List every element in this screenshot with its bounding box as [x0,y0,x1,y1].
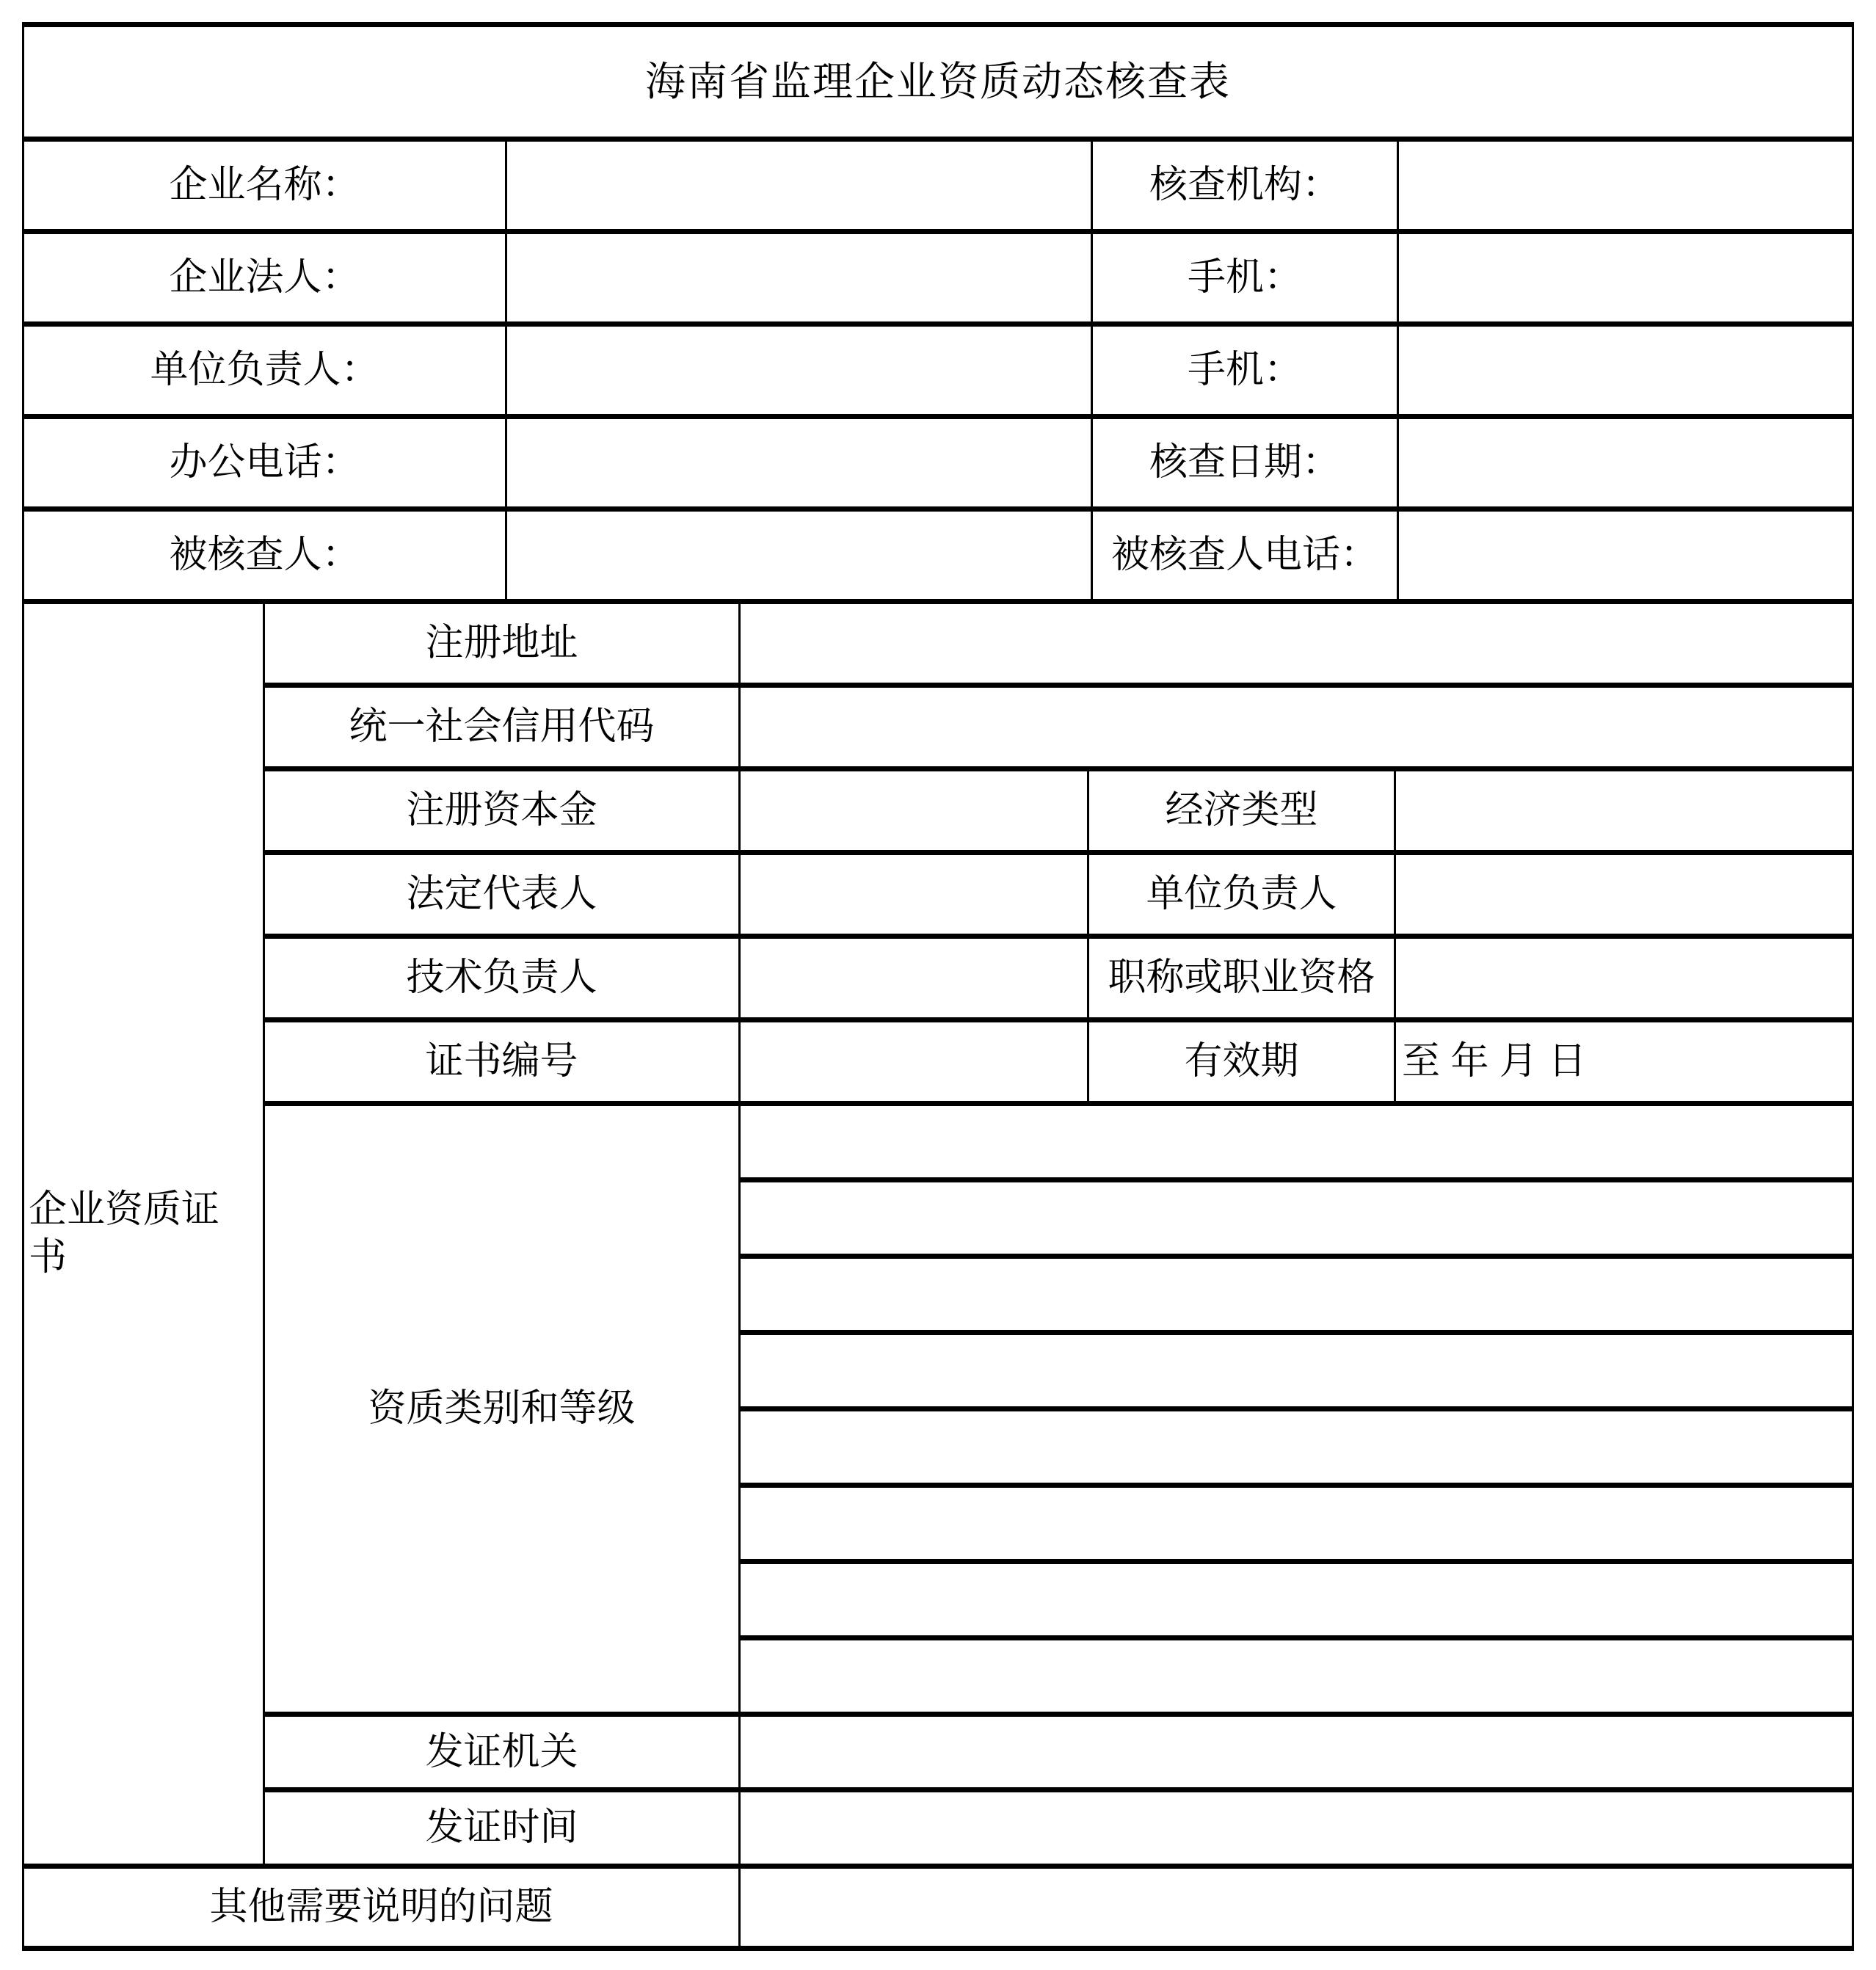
economic-type-label: 经济类型 [1089,771,1396,855]
qualification-category-line-7[interactable] [741,1564,1852,1640]
qualification-category-line-6[interactable] [741,1488,1852,1564]
info-row-unit-head [24,327,1852,419]
info-row-inspected-person [24,512,1852,604]
inspected-person-field[interactable] [507,512,1093,599]
unit-head-label: 单位负责人： [24,327,507,414]
credit-code-field[interactable] [741,688,1852,771]
certificate-number-label: 证书编号 [265,1022,741,1106]
cert-unit-head-field[interactable] [1396,855,1852,939]
inspection-agency-field[interactable] [1399,142,1852,229]
validity-period-label: 有效期 [1089,1022,1396,1106]
issuing-authority-field[interactable] [741,1717,1852,1792]
technical-head-field[interactable] [741,939,1089,1022]
info-row-legal-person [24,234,1852,327]
inspected-person-phone-field[interactable] [1399,512,1852,599]
issuing-authority-label: 发证机关 [265,1717,741,1792]
other-issues-row [24,1869,1852,1946]
unit-head-mobile-label: 手机： [1093,327,1399,414]
certificate-number-field[interactable] [741,1022,1089,1106]
unit-head-mobile-field[interactable] [1399,327,1852,414]
qualification-category-label: 资质类别和等级 [265,1106,741,1717]
qualification-category-line-3[interactable] [741,1259,1852,1335]
professional-title-label: 职称或职业资格 [1089,939,1396,1022]
unit-head-field[interactable] [507,327,1093,414]
legal-representative-field[interactable] [741,855,1089,939]
inspection-date-field[interactable] [1399,419,1852,506]
other-issues-label: 其他需要说明的问题 [24,1869,741,1946]
inspection-date-label: 核查日期： [1093,419,1399,506]
inspected-person-phone-label: 被核查人电话： [1093,512,1399,599]
technical-head-label: 技术负责人 [265,939,741,1022]
legal-person-mobile-field[interactable] [1399,234,1852,321]
economic-type-field[interactable] [1396,771,1852,855]
legal-person-field[interactable] [507,234,1093,321]
form-title: 海南省监理企业资质动态核查表 [644,59,1231,105]
registered-capital-field[interactable] [741,771,1089,855]
registered-address-label: 注册地址 [265,604,741,688]
info-row-office-phone [24,419,1852,512]
inspected-person-label: 被核查人： [24,512,507,599]
legal-representative-label: 法定代表人 [265,855,741,939]
qualification-category-line-1[interactable] [741,1106,1852,1182]
credit-code-label: 统一社会信用代码 [265,688,741,771]
other-issues-field[interactable] [741,1869,1852,1946]
registered-address-field[interactable] [741,604,1852,688]
qualification-category-line-5[interactable] [741,1411,1852,1488]
inspection-agency-label: 核查机构： [1093,142,1399,229]
company-name-field[interactable] [507,142,1093,229]
cert-unit-head-label: 单位负责人 [1089,855,1396,939]
certificate-section-label: 企业资质证书 [24,604,265,1864]
company-name-label: 企业名称： [24,142,507,229]
registered-capital-label: 注册资本金 [265,771,741,855]
issue-date-label: 发证时间 [265,1792,741,1864]
professional-title-field[interactable] [1396,939,1852,1022]
qualification-category-line-8[interactable] [741,1640,1852,1717]
legal-person-mobile-label: 手机： [1093,234,1399,321]
verification-form-table [22,22,1854,1951]
legal-person-label: 企业法人： [24,234,507,321]
validity-period-field[interactable]: 至 年 月 日 [1396,1022,1852,1106]
info-row-company-name [24,142,1852,234]
issue-date-field[interactable] [741,1792,1852,1864]
office-phone-label: 办公电话： [24,419,507,506]
qualification-category-line-4[interactable] [741,1335,1852,1411]
certificate-section [24,604,1852,1869]
qualification-category-line-2[interactable] [741,1182,1852,1259]
title-row [24,27,1852,142]
office-phone-field[interactable] [507,419,1093,506]
